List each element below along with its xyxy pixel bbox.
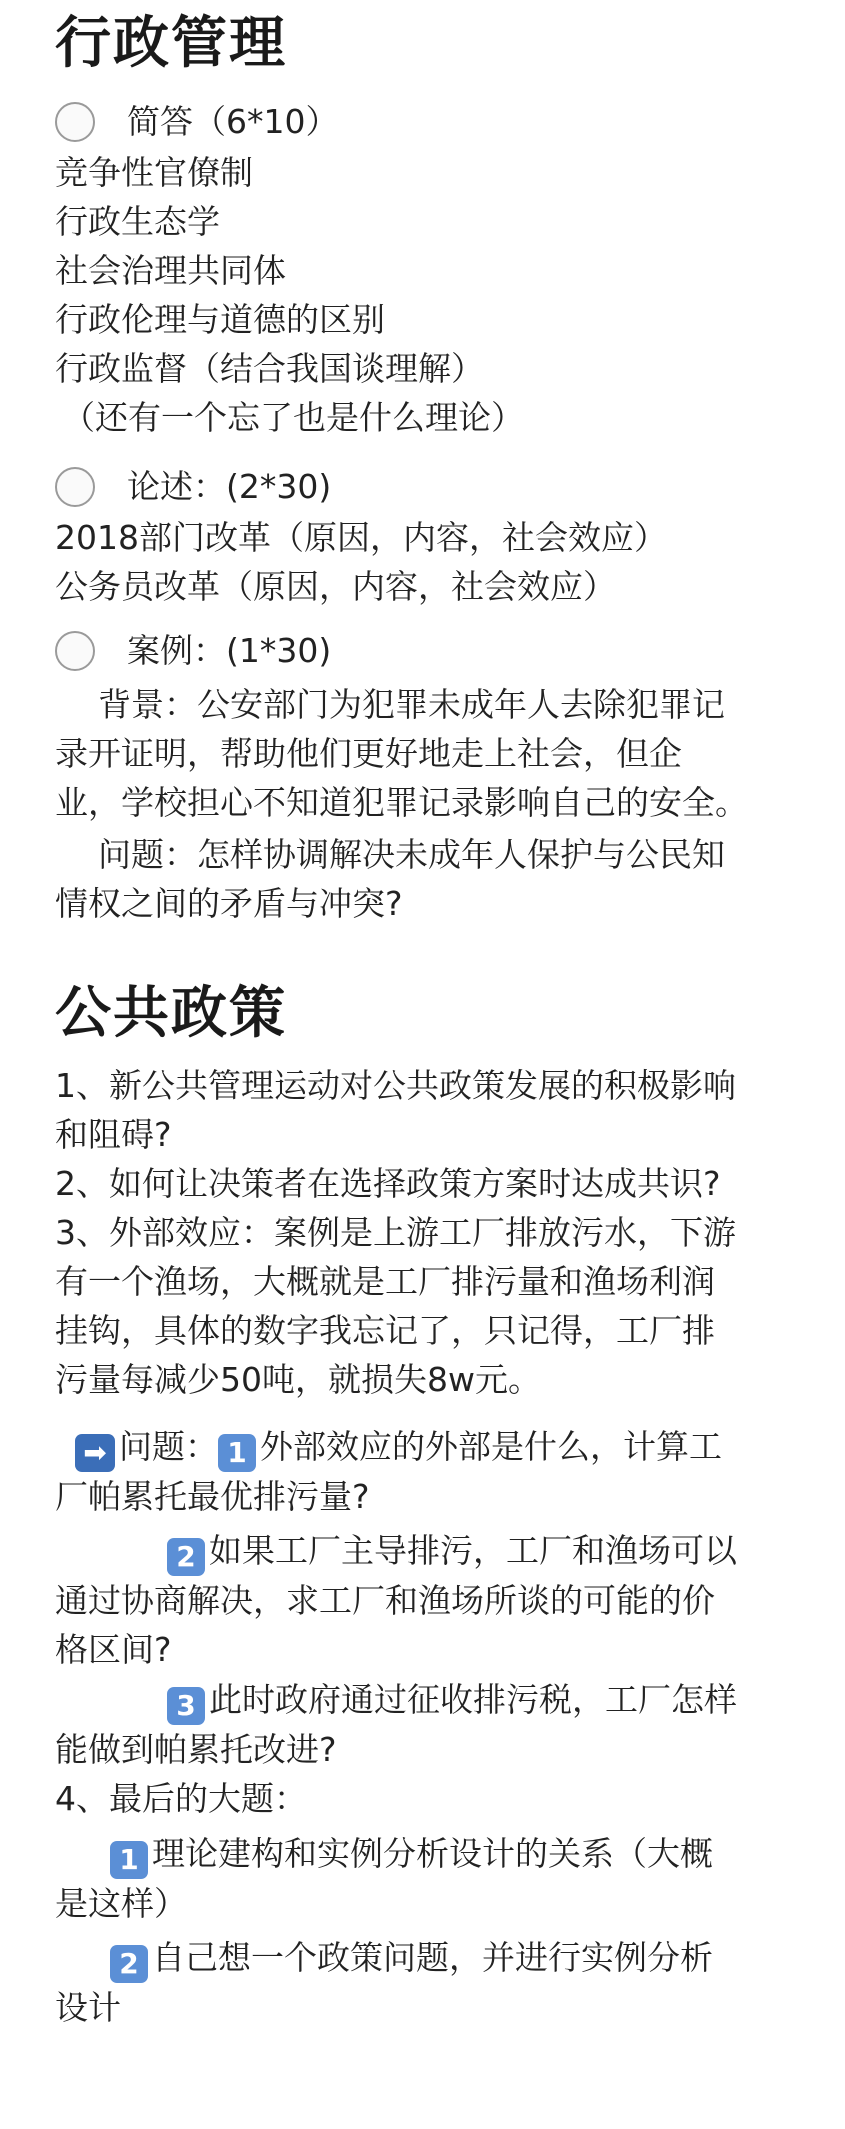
question-row-essay: [55, 463, 331, 511]
policy-text-line: 1、新公共管理运动对公共政策发展的积极影响: [55, 1066, 736, 1105]
list-item: 公务员改革（原因，内容，社会效应）: [55, 567, 616, 606]
final-item-text-line: 设计: [55, 1988, 121, 2027]
list-item: 2018部门改革（原因，内容，社会效应）: [55, 518, 667, 557]
radio-circle-icon: [55, 102, 95, 142]
policy-text-line: 和阻碍?: [55, 1115, 172, 1154]
question-label: 简答（6*10）: [127, 102, 339, 141]
list-item: 社会治理共同体: [55, 251, 286, 290]
question-label: 案例：(1*30): [127, 631, 332, 670]
number-two-icon: 2: [110, 1945, 148, 1983]
section-title-policy: 公共政策: [55, 981, 287, 1046]
case-text-line: 录开证明，帮助他们更好地走上社会，但企: [55, 734, 682, 773]
right-arrow-icon: ➡: [75, 1434, 115, 1472]
number-three-icon: 3: [167, 1687, 205, 1725]
case-text-line: 背景：公安部门为犯罪未成年人去除犯罪记: [98, 685, 725, 724]
problem-text-line: 通过协商解决，求工厂和渔场所谈的可能的价: [55, 1581, 715, 1620]
case-text-line: 问题：怎样协调解决未成年人保护与公民知: [98, 835, 725, 874]
policy-text-line: 挂钩，具体的数字我忘记了，只记得，工厂排: [55, 1311, 715, 1350]
number-two-icon: 2: [167, 1538, 205, 1576]
question-row-case: [55, 627, 331, 675]
final-item-text: 理论建构和实例分析设计的关系（大概: [152, 1834, 713, 1873]
radio-circle-icon: [55, 631, 95, 671]
problem-line-3: [167, 1680, 737, 1725]
problem-lead: 问题：: [119, 1427, 218, 1466]
list-item: 行政伦理与道德的区别: [55, 300, 385, 339]
number-one-icon: 1: [110, 1841, 148, 1879]
problem-text-line: 能做到帕累托改进?: [55, 1730, 337, 1769]
list-item: 行政生态学: [55, 202, 220, 241]
problem-text-line: 格区间?: [55, 1630, 172, 1669]
number-one-icon: 1: [218, 1434, 256, 1472]
question-label: 论述：(2*30): [127, 467, 332, 506]
policy-text-line: 2、如何让决策者在选择政策方案时达成共识?: [55, 1164, 721, 1203]
problem-line-2: [167, 1531, 737, 1576]
final-item-text: 自己想一个政策问题，并进行实例分析: [152, 1938, 713, 1977]
final-item-2: [110, 1938, 713, 1983]
question-row-short-answer: [55, 98, 339, 146]
final-item-1: [110, 1834, 713, 1879]
list-item: 竞争性官僚制: [55, 153, 253, 192]
policy-text-line: 3、外部效应：案例是上游工厂排放污水，下游: [55, 1213, 736, 1252]
problem-text: 如果工厂主导排污，工厂和渔场可以: [209, 1531, 737, 1570]
problem-text: 外部效应的外部是什么，计算工: [260, 1427, 722, 1466]
final-question-label: 4、最后的大题：: [55, 1779, 307, 1818]
radio-circle-icon: [55, 467, 95, 507]
case-text-line: 业，学校担心不知道犯罪记录影响自己的安全。: [55, 783, 748, 822]
list-item: 行政监督（结合我国谈理解）: [55, 349, 484, 388]
policy-text-line: 有一个渔场，大概就是工厂排污量和渔场利润: [55, 1262, 715, 1301]
problem-text: 此时政府通过征收排污税，工厂怎样: [209, 1680, 737, 1719]
case-text-line: 情权之间的矛盾与冲突?: [55, 884, 403, 923]
final-item-text-line: 是这样）: [55, 1884, 187, 1923]
problem-line-1: [75, 1427, 722, 1472]
policy-text-line: 污量每减少50吨，就损失8w元。: [55, 1360, 541, 1399]
section-title-admin: 行政管理: [55, 11, 287, 76]
problem-text-line: 厂帕累托最优排污量?: [55, 1477, 370, 1516]
list-item: （还有一个忘了也是什么理论）: [62, 398, 524, 437]
